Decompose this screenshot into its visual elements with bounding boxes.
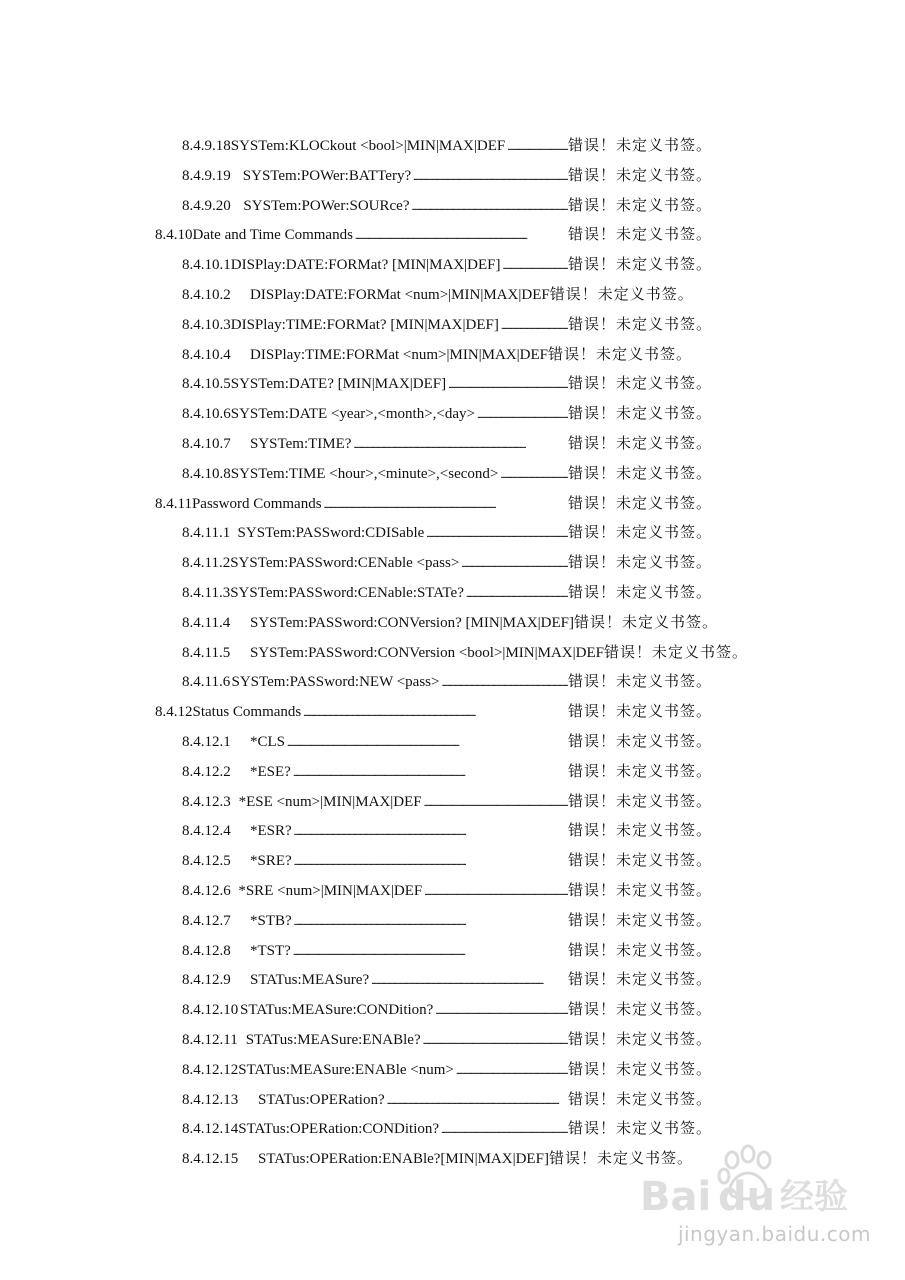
toc-entry[interactable]: [182, 372, 712, 394]
toc-page-ref: 错误！未定义书签。: [574, 612, 719, 631]
toc-entry-title: SYSTem:PASSword:CDISable: [237, 525, 425, 542]
dot-leader: [439, 1119, 568, 1139]
toc-entry[interactable]: [155, 223, 712, 245]
toc-entry-title: SYSTem:PASSword:NEW <pass>: [231, 674, 440, 691]
dot-leader: [353, 225, 568, 245]
toc-entry-number: 8.4.12.8: [182, 942, 231, 959]
toc-page-ref: 错误！未定义书签。: [567, 374, 712, 393]
toc-page-ref: 错误！未定义书签。: [603, 642, 748, 661]
toc-entry-title: *ESE?: [250, 763, 291, 780]
svg-text:经验: 经验: [780, 1177, 848, 1217]
dot-leader: [459, 553, 568, 573]
toc-entry-number: 8.4.10.6: [182, 406, 231, 423]
toc-entry-title: SYSTem:PASSword:CENable:STATe?: [230, 585, 464, 601]
toc-entry-number: 8.4.12.5: [182, 853, 231, 870]
toc-page-ref: 错误！未定义书签。: [567, 165, 712, 184]
toc-entry[interactable]: [182, 1028, 712, 1050]
toc-entry[interactable]: [182, 998, 712, 1020]
toc-entry-title: *ESR?: [250, 823, 292, 840]
toc-entry-number: 8.4.10.5: [182, 376, 231, 393]
toc-entry[interactable]: [182, 432, 712, 454]
dot-leader: [351, 434, 568, 454]
toc-entry[interactable]: [182, 1117, 712, 1139]
toc-page-ref: 错误！未定义书签。: [567, 493, 712, 512]
toc-entry-title: STATus:MEASure:CONDition?: [240, 1002, 434, 1019]
toc-entry-number: 8.4.12.13: [182, 1091, 239, 1108]
toc-entry-number: 8.4.10.8: [182, 465, 231, 482]
toc-entry-number: 8.4.9.20: [182, 197, 231, 214]
toc-entry[interactable]: [182, 641, 790, 663]
dot-leader: [291, 762, 568, 782]
toc-entry-title: STATus:OPERation?: [258, 1091, 385, 1108]
toc-entry-title: *TST?: [250, 942, 291, 959]
dot-leader: [498, 464, 568, 484]
toc-entry[interactable]: [182, 819, 712, 841]
toc-entry-number: 8.4.11.4: [182, 614, 231, 631]
toc-entry[interactable]: [182, 730, 712, 752]
toc-entry-number: 8.4.12.15: [182, 1151, 239, 1168]
dot-leader: [421, 1030, 568, 1050]
toc-entry-title: SYSTem:PASSword:CONVersion <bool>|MIN|MAX|DEF: [250, 644, 604, 661]
toc-entry-title: SYSTem:KLOCkout <bool>|MIN|MAX|DEF: [230, 138, 506, 154]
dot-leader: [292, 821, 568, 841]
toc-entry-title: *CLS: [250, 734, 286, 750]
toc-entry-title: SYSTem:DATE <year>,<month>,<day>: [230, 406, 476, 423]
toc-entry-number: 8.4.12.2: [182, 763, 231, 780]
toc-entry[interactable]: [182, 164, 712, 186]
toc-entry[interactable]: [182, 849, 712, 871]
toc-entry-number: 8.4.10: [155, 227, 193, 244]
dot-leader: [475, 404, 568, 424]
toc-page-ref: 错误！未定义书签。: [567, 761, 712, 780]
svg-text:Bai: Bai: [640, 1174, 712, 1220]
toc-page-ref: 错误！未定义书签。: [567, 821, 712, 840]
toc-entry-number: 8.4.10.1: [182, 257, 231, 274]
toc-entry[interactable]: [155, 700, 712, 722]
toc-entry-number: 8.4.12.11: [182, 1032, 238, 1048]
toc-entry-number: 8.4.12.12: [182, 1061, 239, 1078]
toc-entry-number: 8.4.12.1: [182, 734, 231, 750]
toc-entry[interactable]: [182, 611, 790, 633]
toc-page-ref: 错误！未定义书签。: [567, 463, 712, 482]
toc-page-ref: 错误！未定义书签。: [567, 791, 712, 810]
toc-page-ref: 错误！未定义书签。: [548, 1149, 693, 1168]
dot-leader: [422, 792, 568, 812]
toc-page-ref: 错误！未定义书签。: [549, 285, 694, 303]
toc-entry[interactable]: [182, 760, 712, 782]
dot-leader: [291, 941, 568, 961]
toc-entry-number: 8.4.11.5: [182, 644, 231, 661]
toc-entry-title: *ESE <num>|MIN|MAX|DEF: [238, 793, 422, 810]
toc-entry-title: SYSTem:TIME <hour>,<minute>,<second>: [230, 465, 499, 482]
toc-page-ref: 错误！未定义书签。: [548, 344, 693, 363]
toc-entry-number: 8.4.11.3: [182, 585, 231, 601]
toc-page-ref: 错误！未定义书签。: [567, 1000, 712, 1019]
toc-entry[interactable]: [182, 1088, 712, 1110]
toc-entry-title: SYSTem:PASSword:CENable <pass>: [230, 555, 460, 572]
toc-entry-number: 8.4.12.3: [182, 793, 231, 810]
dot-leader: [411, 166, 568, 186]
dot-leader: [446, 374, 568, 394]
dot-leader: [285, 732, 568, 752]
toc-entry-title: SYSTem:POWer:BATTery?: [242, 167, 412, 184]
toc-entry-number: 8.4.12.10: [182, 1002, 239, 1019]
toc-page-ref: 错误！未定义书签。: [567, 910, 712, 929]
toc-entry[interactable]: [182, 343, 790, 365]
toc-entry-title: SYSTem:POWer:SOURce?: [243, 197, 410, 214]
dot-leader: [422, 881, 568, 901]
toc-entry-title: Date and Time Commands: [192, 227, 353, 244]
dot-leader: [505, 136, 568, 156]
toc-entry-title: DISPlay:DATE:FORMat <num>|MIN|MAX|DEF: [250, 287, 550, 303]
toc-entry[interactable]: [182, 790, 712, 812]
toc-entry[interactable]: [182, 313, 712, 335]
toc-entry-number: 8.4.9.19: [182, 167, 231, 184]
dot-leader: [433, 1000, 568, 1020]
dot-leader: [454, 1060, 568, 1080]
toc-entry-title: DISPlay:DATE:FORMat? [MIN|MAX|DEF]: [230, 257, 501, 274]
toc-page-ref: 错误！未定义书签。: [567, 195, 712, 214]
toc-entry[interactable]: [182, 462, 712, 484]
dot-leader: [301, 702, 568, 722]
toc-entry-title: STATus:OPERation:CONDition?: [238, 1121, 440, 1138]
toc-entry[interactable]: [182, 521, 712, 543]
toc-entry-number: 8.4.11: [155, 495, 192, 512]
toc-entry-title: SYSTem:PASSword:CONVersion? [MIN|MAX|DEF]: [250, 614, 575, 631]
toc-entry-title: *SRE <num>|MIN|MAX|DEF: [238, 883, 423, 899]
toc-entry-title: SYSTem:TIME?: [250, 436, 352, 452]
toc-entry-number: 8.4.12.14: [182, 1121, 239, 1138]
dot-leader: [439, 672, 568, 692]
toc-entry-number: 8.4.12.7: [182, 912, 231, 929]
toc-entry[interactable]: [182, 283, 790, 305]
dot-leader: [322, 494, 568, 514]
toc-entry-number: 8.4.10.2: [182, 287, 231, 303]
dot-leader: [385, 1090, 568, 1110]
toc-entry-title: DISPlay:TIME:FORMat <num>|MIN|MAX|DEF: [250, 346, 549, 363]
toc-entry-title: DISPlay:TIME:FORMat? [MIN|MAX|DEF]: [230, 316, 499, 333]
toc-page-ref: 错误！未定义书签。: [567, 583, 712, 601]
toc-entry-number: 8.4.10.7: [182, 436, 231, 452]
toc-page-ref: 错误！未定义书签。: [567, 523, 712, 542]
toc-entry[interactable]: [182, 402, 712, 424]
toc-entry[interactable]: [182, 879, 712, 901]
toc-entry[interactable]: [182, 909, 712, 931]
toc-page-ref: 错误！未定义书签。: [567, 434, 712, 452]
toc-page-ref: 错误！未定义书签。: [567, 1059, 712, 1078]
toc-page-ref: 错误！未定义书签。: [567, 970, 712, 989]
toc-page-ref: 错误！未定义书签。: [567, 225, 712, 244]
toc-page-ref: 错误！未定义书签。: [567, 255, 712, 274]
toc-entry-title: Password Commands: [191, 495, 322, 512]
toc-entry[interactable]: [182, 968, 712, 990]
dot-leader: [292, 851, 568, 871]
toc-entry[interactable]: [182, 551, 712, 573]
toc-page-ref: 错误！未定义书签。: [567, 672, 712, 691]
dot-leader: [499, 315, 568, 335]
toc-entry[interactable]: [182, 581, 712, 603]
toc-entry-number: 8.4.9.18: [182, 138, 231, 154]
dot-leader: [464, 583, 568, 603]
toc-page-ref: 错误！未定义书签。: [567, 404, 712, 423]
toc-entry[interactable]: [155, 492, 712, 514]
toc-entry-title: STATus:OPERation:ENABle?[MIN|MAX|DEF]: [258, 1151, 549, 1168]
toc-page-ref: 错误！未定义书签。: [567, 702, 712, 721]
toc-entry-title: SYSTem:DATE? [MIN|MAX|DEF]: [230, 376, 447, 393]
toc-page-ref: 错误！未定义书签。: [567, 136, 712, 154]
toc-entry-title: Status Commands: [192, 704, 302, 721]
toc-entry-number: 8.4.12.9: [182, 972, 231, 989]
toc-page-ref: 错误！未定义书签。: [567, 314, 712, 333]
toc-entry-number: 8.4.10.4: [182, 346, 231, 363]
toc-entry-number: 8.4.11.2: [182, 555, 231, 572]
dot-leader: [409, 196, 568, 216]
dot-leader: [292, 911, 568, 931]
toc-page-ref: 错误！未定义书签。: [567, 1030, 712, 1048]
toc-entry-title: *SRE?: [250, 853, 292, 870]
toc-entry-title: STATus:MEASure:ENABle?: [245, 1032, 421, 1048]
toc-entry-title: *STB?: [250, 912, 292, 929]
watermark-url: jingyan.baidu.com: [677, 1222, 871, 1246]
toc-page-ref: 错误！未定义书签。: [567, 851, 712, 870]
dot-leader: [501, 255, 568, 275]
toc-entry[interactable]: [182, 253, 712, 275]
toc-page-ref: 错误！未定义书签。: [567, 1119, 712, 1138]
svg-text:du: du: [718, 1174, 776, 1220]
toc-page-ref: 错误！未定义书签。: [567, 732, 712, 750]
toc-entry-number: 8.4.11.1: [182, 525, 231, 542]
dot-leader: [424, 523, 568, 543]
toc-entry[interactable]: [182, 1058, 712, 1080]
toc-entry-number: 8.4.12: [155, 704, 193, 721]
toc-page-ref: 错误！未定义书签。: [567, 1089, 712, 1108]
toc-entry-number: 8.4.11.6: [182, 674, 231, 691]
toc-entry[interactable]: [182, 194, 712, 216]
toc-entry-number: 8.4.10.3: [182, 316, 231, 333]
toc-entry[interactable]: [182, 670, 712, 692]
toc-page-ref: 错误！未定义书签。: [567, 940, 712, 959]
toc-entry-title: STATus:MEASure?: [250, 972, 370, 989]
toc-page-ref: 错误！未定义书签。: [567, 881, 712, 899]
toc-page-ref: 错误！未定义书签。: [567, 553, 712, 572]
toc-entry[interactable]: [182, 134, 712, 156]
toc-entry-title: STATus:MEASure:ENABle <num>: [238, 1061, 454, 1078]
toc-entry-number: 8.4.12.4: [182, 823, 231, 840]
toc-entry-number: 8.4.12.6: [182, 883, 231, 899]
toc-entry[interactable]: [182, 939, 712, 961]
dot-leader: [369, 970, 568, 990]
